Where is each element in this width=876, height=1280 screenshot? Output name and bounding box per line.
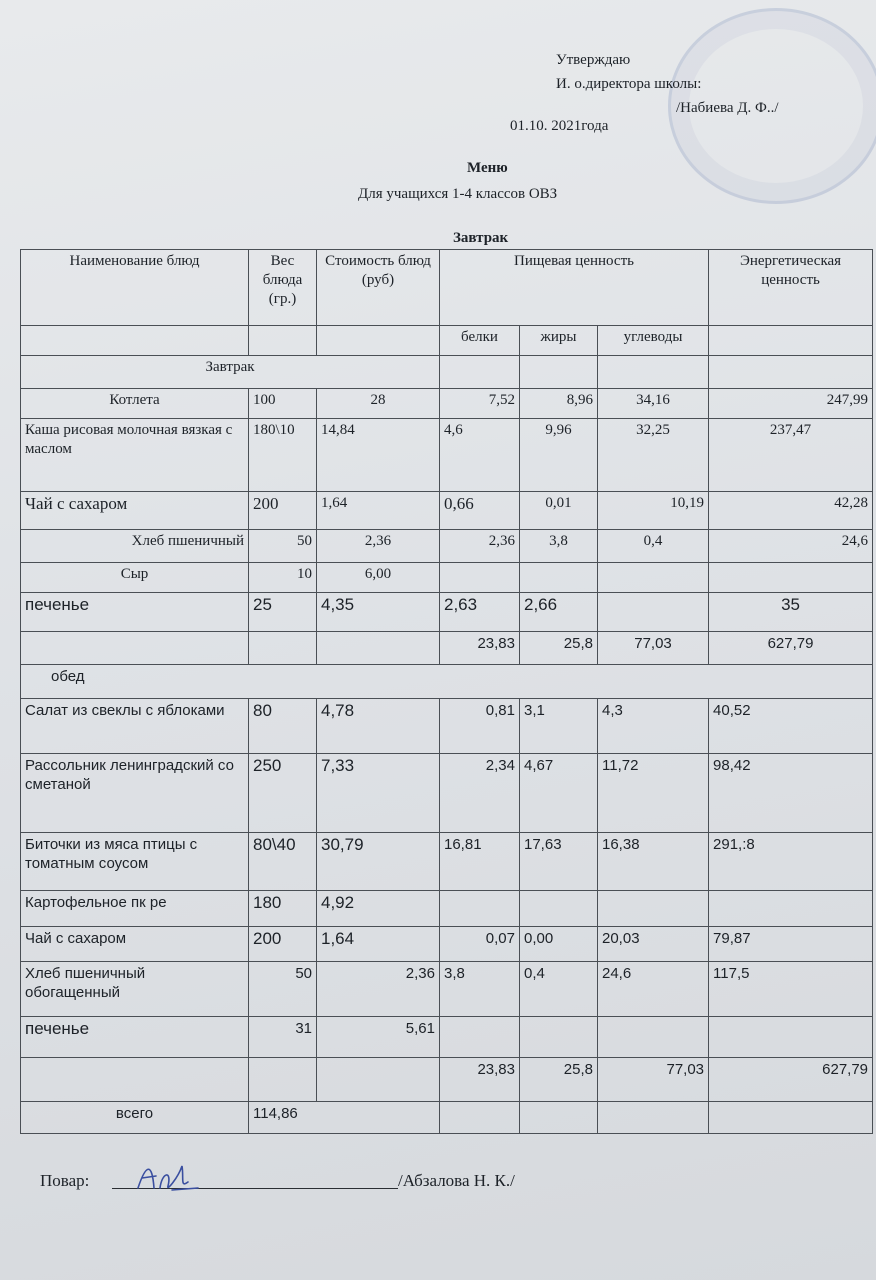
dish-name: Чай с сахаром [21,492,249,530]
dish-carbs: 0,4 [598,530,709,563]
dish-energy [709,891,873,927]
table-row [21,833,873,891]
dish-fat: 8,96 [520,389,598,419]
dish-cost: 28 [317,389,440,419]
approval-director-name: /Набиева Д. Ф../ [676,100,779,116]
dish-cost: 2,36 [317,962,440,1017]
dish-energy: 247,99 [709,389,873,419]
dish-name: Рассольник ленинградский со сметаной [21,754,249,833]
dish-cost: 2,36 [317,530,440,563]
table-row [21,389,873,419]
dish-cost: 7,33 [317,754,440,833]
dish-carbs: 32,25 [598,419,709,492]
menu-table [20,249,873,1134]
dish-energy: 42,28 [709,492,873,530]
dish-protein: 2,36 [440,530,520,563]
dish-cost: 30,79 [317,833,440,891]
dish-energy: 237,47 [709,419,873,492]
total-fat: 25,8 [520,632,598,665]
total-carbs: 77,03 [598,632,709,665]
dish-energy: 24,6 [709,530,873,563]
dish-energy: 98,42 [709,754,873,833]
table-row [21,563,873,593]
table-row [21,962,873,1017]
table-header-row [21,250,873,326]
dish-weight: 100 [249,389,317,419]
dish-energy: 79,87 [709,927,873,962]
dish-weight: 200 [249,492,317,530]
dish-carbs: 4,3 [598,699,709,754]
table-row [21,1017,873,1058]
table-row [21,593,873,632]
approval-position: И. о.директора школы: [556,76,702,92]
dish-carbs: 34,16 [598,389,709,419]
col-header-carbs: углеводы [598,326,709,356]
dish-protein [440,563,520,593]
document-title: Меню [467,160,508,176]
dish-carbs: 24,6 [598,962,709,1017]
section-row-lunch [21,665,873,699]
total-fat: 25,8 [520,1058,598,1102]
table-row [21,754,873,833]
total-protein: 23,83 [440,632,520,665]
dish-weight: 80 [249,699,317,754]
dish-weight: 80\40 [249,833,317,891]
grand-total-label: всего [21,1102,249,1134]
total-energy: 627,79 [709,632,873,665]
approval-label: Утверждаю [556,52,631,68]
dish-carbs: 20,03 [598,927,709,962]
dish-energy [709,563,873,593]
dish-cost: 1,64 [317,492,440,530]
dish-cost: 6,00 [317,563,440,593]
dish-fat: 3,1 [520,699,598,754]
dish-energy: 291,:8 [709,833,873,891]
total-protein: 23,83 [440,1058,520,1102]
grand-total-cost: 114,86 [249,1102,440,1134]
table-row [21,927,873,962]
meal-heading: Завтрак [453,230,509,246]
dish-name: Хлеб пшеничный обогащенный [21,962,249,1017]
dish-fat: 4,67 [520,754,598,833]
dish-cost: 5,61 [317,1017,440,1058]
dish-protein [440,1017,520,1058]
cook-name: /Абзалова Н. К./ [398,1171,515,1190]
dish-energy: 35 [709,593,873,632]
dish-name: Котлета [21,389,249,419]
dish-weight: 50 [249,530,317,563]
table-row [21,492,873,530]
section-row-breakfast [21,356,873,389]
grand-total-row [21,1102,873,1134]
dish-fat: 0,01 [520,492,598,530]
dish-name: Салат из свеклы с яблоками [21,699,249,754]
table-subheader-row [21,326,873,356]
approval-date: 01.10. 2021года [510,118,609,134]
section-label: Завтрак [21,356,440,389]
dish-carbs [598,593,709,632]
dish-name: Картофельное пк ре [21,891,249,927]
table-row [21,699,873,754]
dish-weight: 200 [249,927,317,962]
dish-protein: 4,6 [440,419,520,492]
dish-fat [520,563,598,593]
dish-protein: 7,52 [440,389,520,419]
dish-protein: 3,8 [440,962,520,1017]
col-header-energy: Энергетическая ценность [709,250,873,326]
dish-cost: 4,78 [317,699,440,754]
document-subtitle: Для учащихся 1-4 классов ОВЗ [358,186,558,202]
col-header-name: Наименование блюд [21,250,249,326]
dish-cost: 14,84 [317,419,440,492]
dish-carbs [598,1017,709,1058]
dish-name: Чай с сахаром [21,927,249,962]
dish-cost: 1,64 [317,927,440,962]
dish-protein [440,891,520,927]
dish-fat [520,891,598,927]
dish-carbs [598,891,709,927]
dish-weight: 50 [249,962,317,1017]
col-header-weight: Вес блюда (гр.) [249,250,317,326]
dish-name: печенье [21,593,249,632]
dish-energy: 40,52 [709,699,873,754]
dish-carbs: 11,72 [598,754,709,833]
dish-weight: 180 [249,891,317,927]
dish-fat: 0,00 [520,927,598,962]
section-label: обед [21,665,873,699]
dish-protein: 0,81 [440,699,520,754]
dish-protein: 2,63 [440,593,520,632]
dish-weight: 10 [249,563,317,593]
dish-carbs: 10,19 [598,492,709,530]
dish-name: Сыр [21,563,249,593]
dish-energy: 117,5 [709,962,873,1017]
dish-fat: 0,4 [520,962,598,1017]
dish-name: Хлеб пшеничный [21,530,249,563]
handwritten-signature [132,1158,202,1194]
cook-label: Повар: [40,1171,90,1190]
table-row [21,891,873,927]
dish-fat: 17,63 [520,833,598,891]
table-row [21,530,873,563]
breakfast-total-row [21,632,873,665]
col-header-nutrition: Пищевая ценность [440,250,709,326]
total-carbs: 77,03 [598,1058,709,1102]
dish-carbs [598,563,709,593]
dish-cost: 4,92 [317,891,440,927]
dish-carbs: 16,38 [598,833,709,891]
col-header-protein: белки [440,326,520,356]
dish-cost: 4,35 [317,593,440,632]
dish-name: Биточки из мяса птицы с томатным соусом [21,833,249,891]
lunch-total-row [21,1058,873,1102]
dish-fat: 2,66 [520,593,598,632]
dish-name: печенье [21,1017,249,1058]
table-row [21,419,873,492]
dish-name: Каша рисовая молочная вязкая с маслом [21,419,249,492]
dish-fat: 3,8 [520,530,598,563]
col-header-fat: жиры [520,326,598,356]
total-energy: 627,79 [709,1058,873,1102]
dish-fat: 9,96 [520,419,598,492]
dish-protein: 0,07 [440,927,520,962]
dish-weight: 250 [249,754,317,833]
dish-weight: 25 [249,593,317,632]
col-header-cost: Стоимость блюд (руб) [317,250,440,326]
dish-protein: 2,34 [440,754,520,833]
dish-weight: 180\10 [249,419,317,492]
dish-protein: 16,81 [440,833,520,891]
dish-protein: 0,66 [440,492,520,530]
dish-fat [520,1017,598,1058]
dish-weight: 31 [249,1017,317,1058]
dish-energy [709,1017,873,1058]
